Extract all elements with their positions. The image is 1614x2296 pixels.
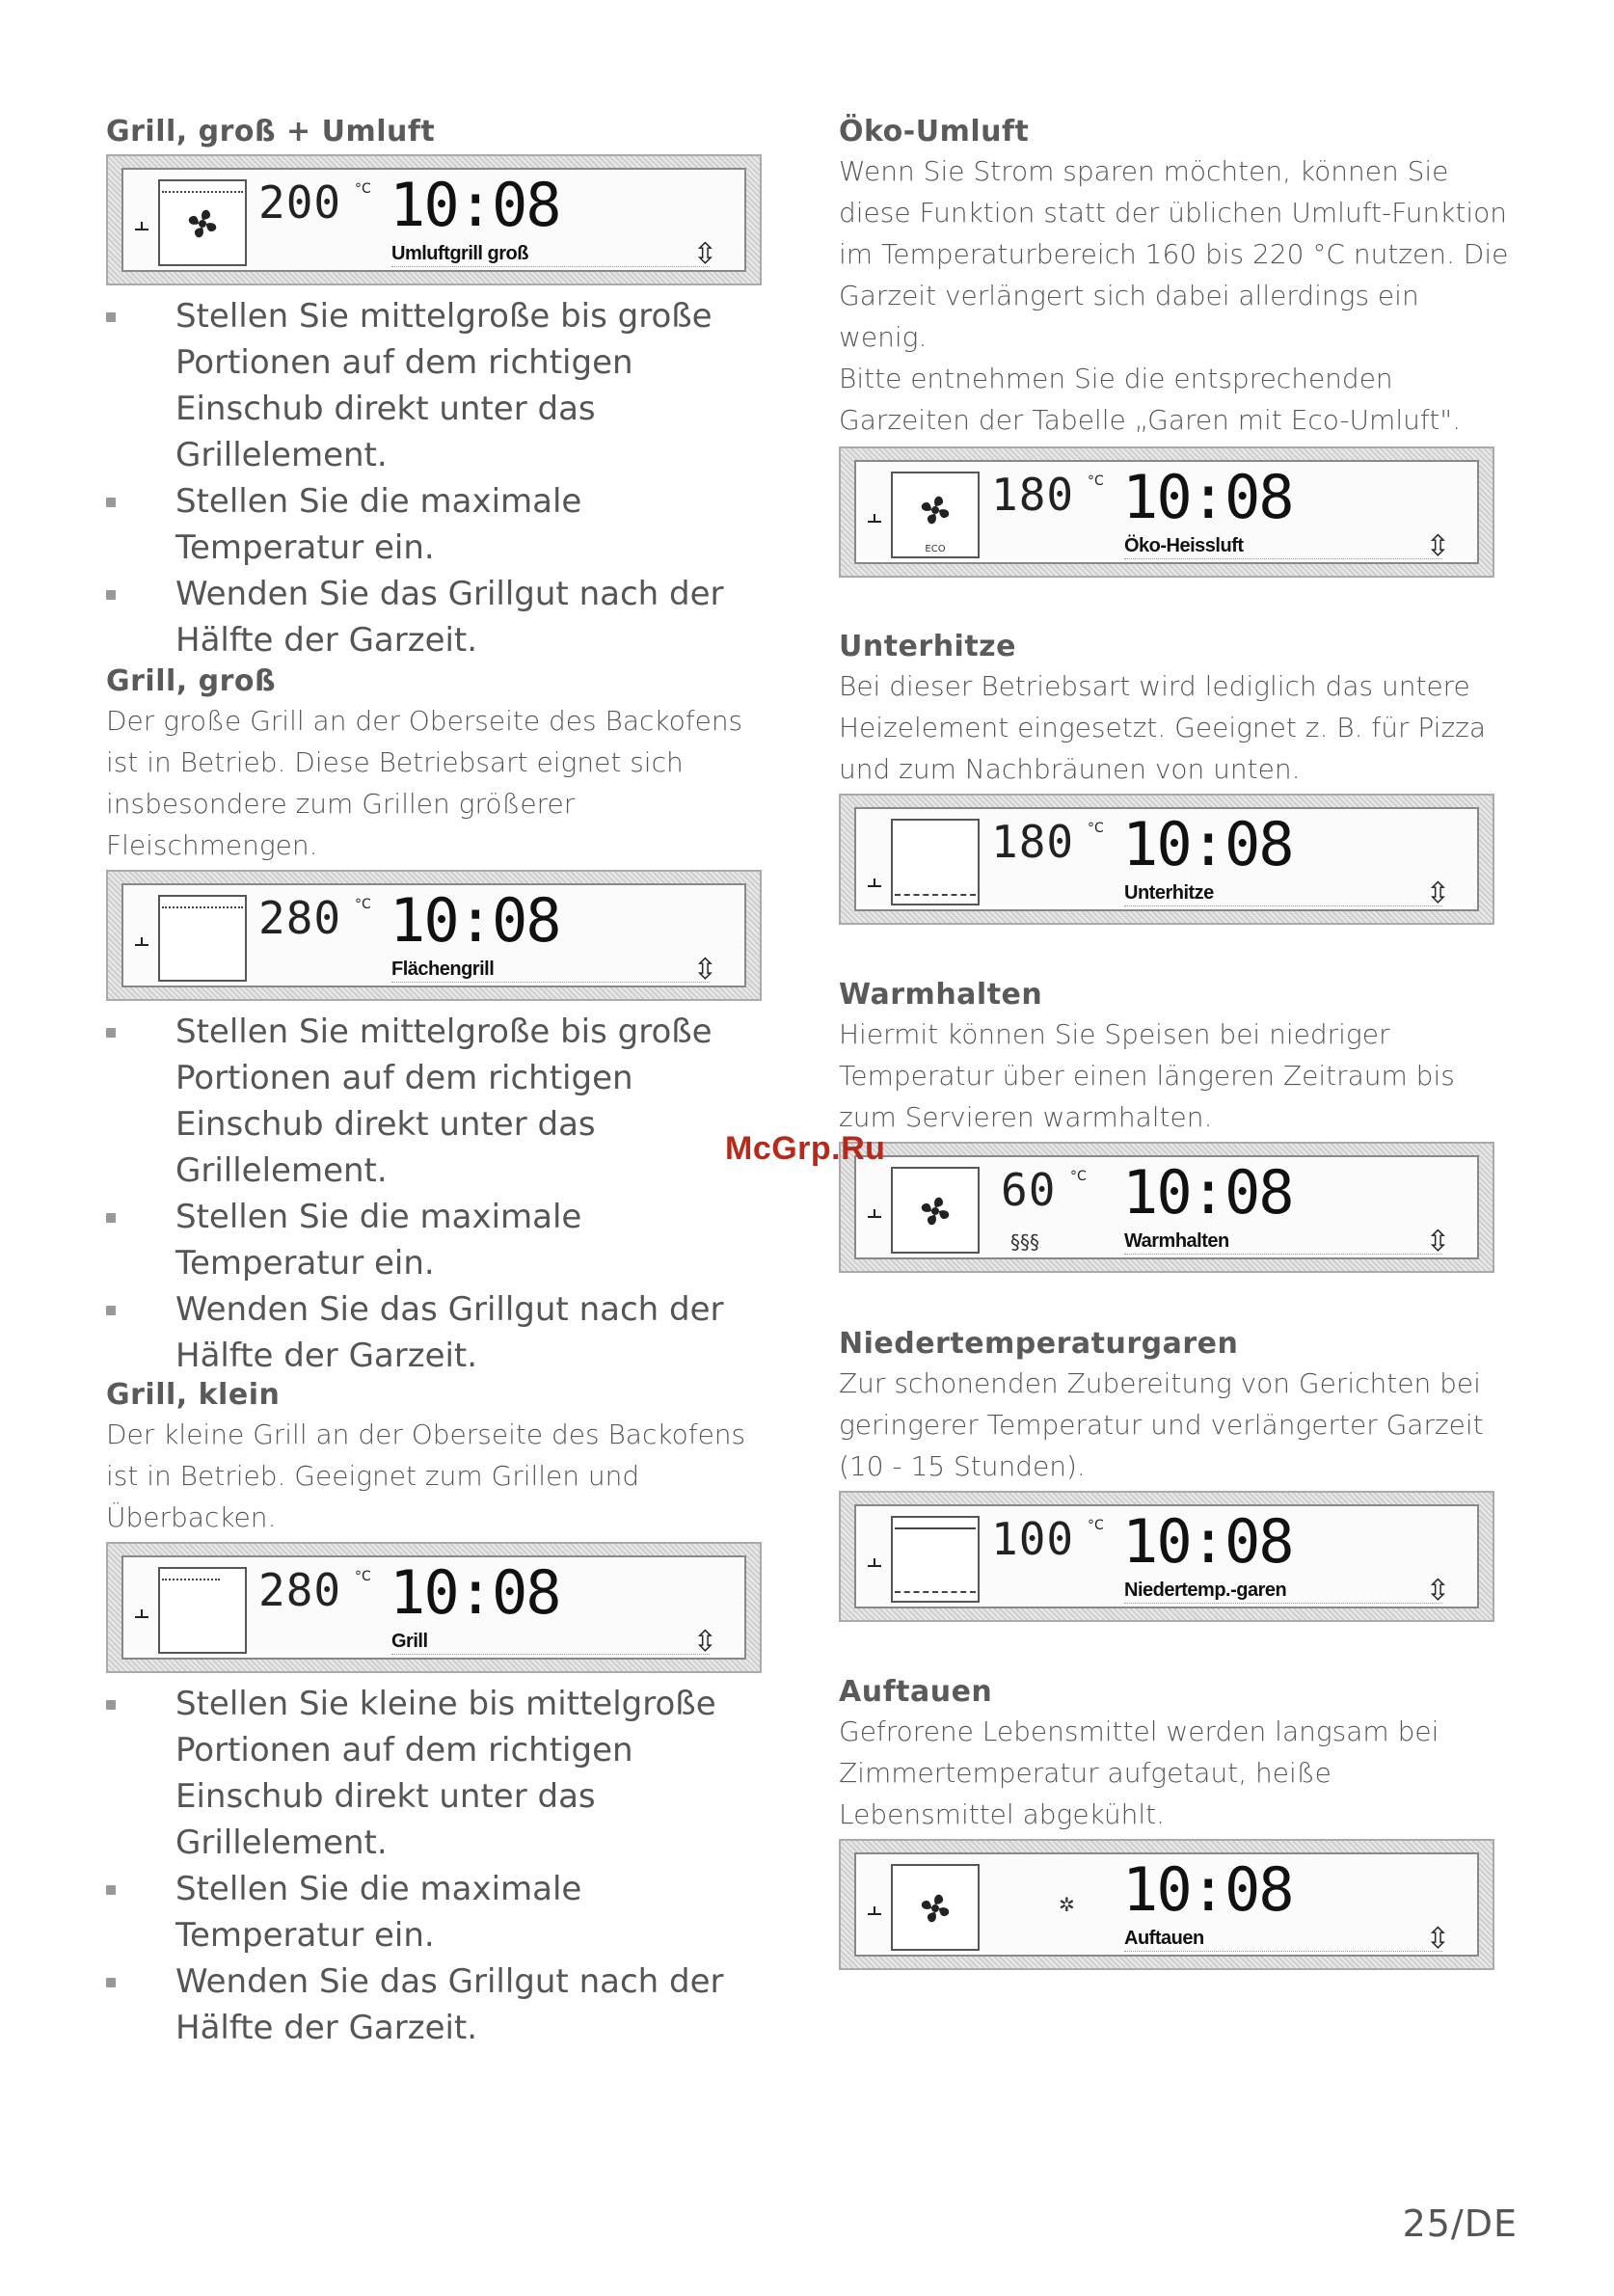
temperature-unit: °C [1088, 821, 1104, 836]
section-intro: Zur schonenden Zubereitung von Gerichten bei geringerer Temperatur und verlängerter Garzeit (10 - 15 Stunden). [839, 1367, 1484, 1482]
oven-display [106, 1542, 762, 1673]
oven-mode-icon [891, 472, 980, 558]
oven-mode-icon [891, 1167, 980, 1254]
bullet-icon [106, 590, 116, 600]
shelf-level-icon [133, 935, 150, 949]
section-intro: Wenn Sie Strom sparen möchten, können Sie diese Funktion statt der üblichen Umluft-Funktion im Temperaturbereich 160 bis 220 °C nutzen. Die Garzeit verlängert sich dabei allerdings ein wenig. [839, 155, 1509, 353]
bullet-item: Stellen Sie die maximale Temperatur ein. [106, 478, 771, 571]
mode-label: Auftauen [1124, 1928, 1204, 1949]
mode-label: Unterhitze [1124, 882, 1214, 904]
lcd-screen [854, 1155, 1479, 1259]
temperature-unit: °C [1088, 473, 1104, 489]
mode-label: Niedertemp.-garen [1124, 1580, 1287, 1601]
up-down-arrow-icon: ⇳ [692, 237, 717, 271]
temperature-unit: °C [355, 1569, 371, 1584]
bullet-icon [106, 312, 116, 322]
lcd-screen [121, 883, 746, 987]
mode-underline [391, 1654, 710, 1655]
temperature-unit: °C [1088, 1518, 1104, 1533]
bullet-icon [106, 1885, 116, 1895]
bullet-list [106, 293, 771, 663]
temperature-value: 180 [991, 816, 1075, 868]
temperature-unit: °C [355, 181, 371, 197]
shelf-level-icon [133, 220, 150, 233]
bullet-item: Stellen Sie kleine bis mittelgroße Portionen auf dem richtigen Einschub direkt unter das Grillelement. [106, 1681, 771, 1866]
oven-display [839, 1491, 1494, 1622]
oven-mode-icon [891, 1864, 980, 1951]
page-number: 25/DE [1402, 2202, 1518, 2245]
up-down-arrow-icon: ⇳ [1425, 1225, 1450, 1258]
mode-label: Grill [391, 1631, 428, 1652]
section-oeko-umluft [839, 114, 1514, 578]
section-intro: Der kleine Grill an der Oberseite des Backofens ist in Betrieb. Geeignet zum Grillen und Überbacken. [106, 1418, 746, 1533]
lcd-screen [854, 807, 1479, 911]
section-heading: Warmhalten [839, 978, 1043, 1012]
section-intro: Hiermit können Sie Speisen bei niedriger Temperatur über einen längeren Zeitraum bis zum Servieren warmhalten. [839, 1018, 1455, 1133]
section-niedertemperaturgaren [839, 1326, 1514, 1622]
lcd-screen [854, 460, 1479, 564]
bullet-icon [106, 1978, 116, 1987]
mode-label: Warmhalten [1124, 1230, 1229, 1252]
section-grill-klein [106, 1377, 771, 2051]
temperature-value: 180 [991, 469, 1075, 521]
up-down-arrow-icon: ⇳ [1425, 877, 1450, 910]
shelf-level-icon [866, 877, 883, 890]
lcd-screen [121, 1555, 746, 1660]
clock-time: 10:08 [1122, 1506, 1293, 1577]
mode-underline [1124, 1951, 1442, 1952]
temperature-unit: °C [355, 897, 371, 912]
oven-display [839, 446, 1494, 578]
eco-fan-icon [912, 487, 958, 533]
bullet-item: Stellen Sie die maximale Temperatur ein. [106, 1194, 771, 1286]
mode-underline [1124, 905, 1442, 906]
mode-label: Öko-Heissluft [1124, 535, 1244, 556]
oven-mode-icon [158, 179, 247, 266]
bullet-item: Wenden Sie das Grillgut nach der Hälfte der Garzeit. [106, 571, 771, 663]
bullet-icon [106, 498, 116, 507]
clock-time: 10:08 [390, 885, 560, 956]
bullet-icon [106, 1306, 116, 1315]
bullet-icon [106, 1213, 116, 1223]
bottom-heat-element-icon [895, 894, 976, 900]
temperature-value: 60 [1001, 1164, 1057, 1216]
section-heading: Grill, groß [106, 664, 277, 698]
section-intro: Der große Grill an der Oberseite des Backofens ist in Betrieb. Diese Betriebsart eignet sich insbesondere zum Grillen größerer Fleischmengen. [106, 705, 743, 861]
bullet-item: Stellen Sie mittelgroße bis große Portionen auf dem richtigen Einschub direkt unter das Grillelement. [106, 1009, 771, 1194]
up-down-arrow-icon: ⇳ [692, 953, 717, 986]
fan-icon [912, 1188, 958, 1234]
lcd-screen [854, 1852, 1479, 1957]
bullet-item: Stellen Sie die maximale Temperatur ein. [106, 1866, 771, 1958]
fan-icon [179, 201, 226, 247]
up-down-arrow-icon: ⇳ [692, 1625, 717, 1659]
oven-display [839, 1142, 1494, 1273]
grill-element-icon [162, 901, 243, 908]
section-intro: Bei dieser Betriebsart wird lediglich das untere Heizelement eingesetzt. Geeignet z. B. für Pizza und zum Nachbräunen von unten. [839, 670, 1487, 785]
mode-underline [391, 982, 710, 983]
clock-time: 10:08 [1122, 462, 1293, 532]
oven-mode-icon [158, 1567, 247, 1654]
section-grill-gross [106, 663, 771, 1379]
bottom-heat-element-icon [895, 1591, 976, 1597]
section-warmhalten [839, 977, 1514, 1273]
bullet-item: Stellen Sie mittelgroße bis große Portionen auf dem richtigen Einschub direkt unter das Grillelement. [106, 293, 771, 478]
section-unterhitze [839, 629, 1514, 925]
lcd-screen [854, 1504, 1479, 1608]
temperature-value: 280 [258, 892, 342, 944]
mode-label: Flächengrill [391, 959, 495, 980]
grill-element-icon [162, 185, 243, 193]
section-heading: Unterhitze [839, 630, 1016, 663]
bullet-item: Wenden Sie das Grillgut nach der Hälfte der Garzeit. [106, 1286, 771, 1379]
section-grill-gross-umluft [106, 114, 771, 663]
bullet-list [106, 1681, 771, 2051]
watermark: McGrp.Ru [725, 1130, 886, 1167]
section-heading: Grill, klein [106, 1378, 281, 1412]
section-heading: Niedertemperaturgaren [839, 1327, 1239, 1361]
mode-underline [1124, 1254, 1442, 1255]
clock-time: 10:08 [1122, 1157, 1293, 1228]
section-heading: Grill, groß + Umluft [106, 115, 436, 149]
shelf-level-icon [866, 1904, 883, 1918]
section-heading: Öko-Umluft [839, 115, 1030, 149]
small-grill-element-icon [162, 1573, 220, 1580]
temperature-value: 280 [258, 1564, 342, 1616]
steam-icon: §§§ [1010, 1230, 1039, 1254]
eco-label: ECO [925, 544, 946, 554]
defrost-icon: ✲ [1059, 1893, 1075, 1916]
section-auftauen [839, 1674, 1514, 1970]
oven-display [106, 154, 762, 285]
bullet-list [106, 1009, 771, 1379]
up-down-arrow-icon: ⇳ [1425, 1574, 1450, 1607]
shelf-level-icon [866, 1556, 883, 1570]
top-heat-element-icon [895, 1522, 976, 1529]
shelf-level-icon [866, 1207, 883, 1221]
bullet-item: Wenden Sie das Grillgut nach der Hälfte der Garzeit. [106, 1958, 771, 2051]
mode-underline [1124, 1603, 1442, 1604]
oven-display [106, 870, 762, 1001]
oven-display [839, 1839, 1494, 1970]
bullet-icon [106, 1028, 116, 1038]
clock-time: 10:08 [1122, 1854, 1293, 1925]
up-down-arrow-icon: ⇳ [1425, 1922, 1450, 1956]
clock-time: 10:08 [1122, 809, 1293, 879]
oven-mode-icon [891, 819, 980, 905]
up-down-arrow-icon: ⇳ [1425, 529, 1450, 563]
shelf-level-icon [133, 1607, 150, 1621]
section-intro-2: Bitte entnehmen Sie die entsprechenden Garzeiten der Tabelle „Garen mit Eco-Umluft". [839, 363, 1461, 436]
clock-time: 10:08 [390, 170, 560, 240]
temperature-value: 100 [991, 1513, 1075, 1565]
temperature-unit: °C [1070, 1169, 1087, 1184]
section-intro: Gefrorene Lebensmittel werden langsam bei Zimmertemperatur aufgetaut, heiße Lebensmittel abgekühlt. [839, 1715, 1439, 1830]
oven-mode-icon [891, 1516, 980, 1603]
fan-icon [912, 1885, 958, 1931]
clock-time: 10:08 [390, 1557, 560, 1628]
mode-label: Umluftgrill groß [391, 243, 528, 264]
temperature-value: 200 [258, 176, 342, 229]
section-heading: Auftauen [839, 1675, 993, 1709]
lcd-screen [121, 168, 746, 272]
bullet-icon [106, 1700, 116, 1710]
mode-underline [1124, 558, 1442, 559]
oven-display [839, 794, 1494, 925]
shelf-level-icon [866, 512, 883, 526]
mode-underline [391, 266, 710, 267]
oven-mode-icon [158, 895, 247, 982]
